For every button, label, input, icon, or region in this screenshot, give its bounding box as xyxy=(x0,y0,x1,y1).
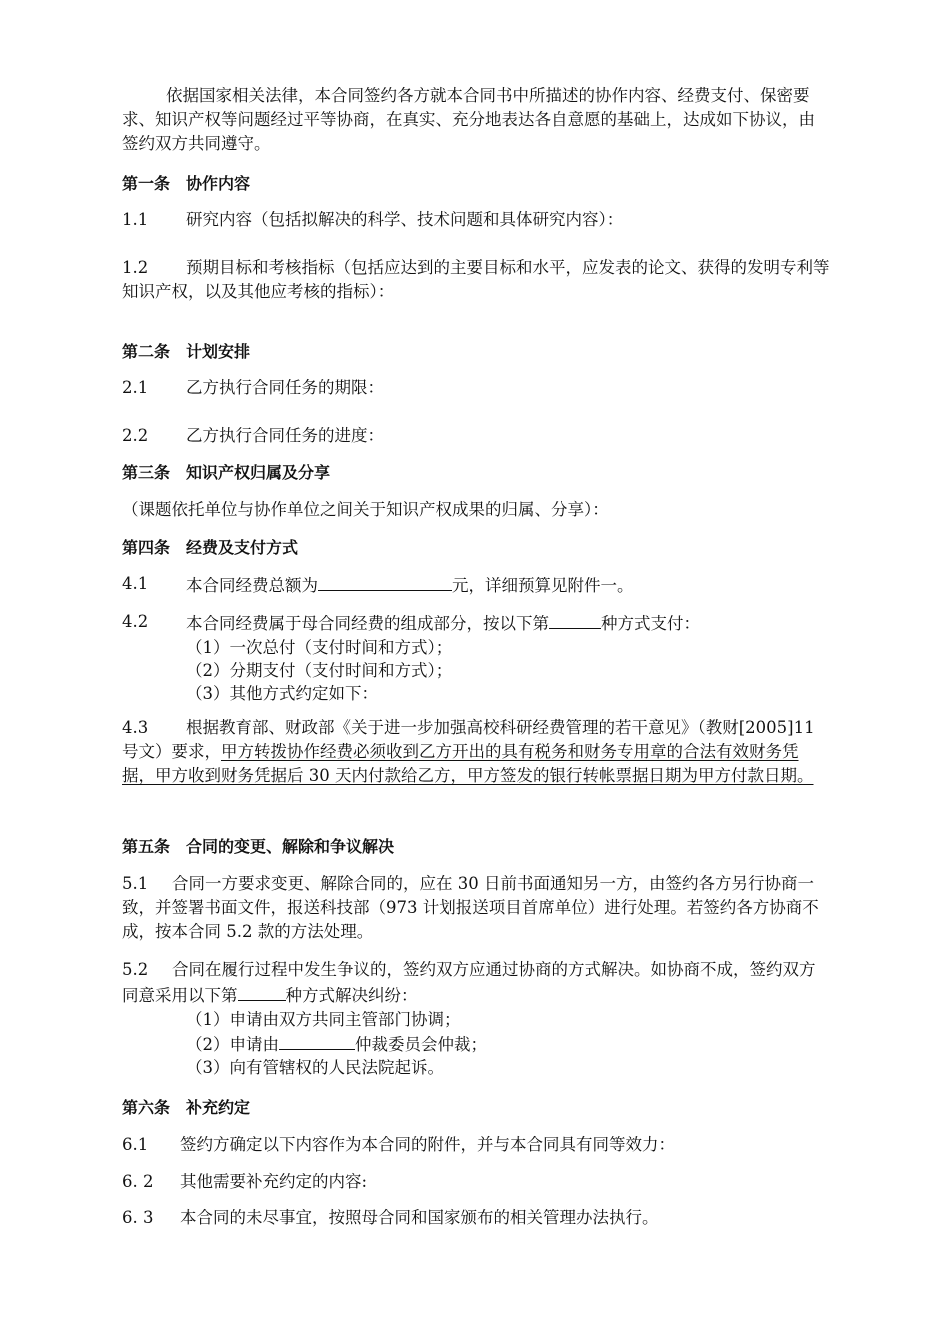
payment-option-2: （2）分期支付（支付时间和方式）； xyxy=(186,661,453,680)
clause-text: 乙方执行合同任务的期限： xyxy=(186,378,384,397)
clause-text xyxy=(186,610,700,636)
clause-body: 合同一方要求变更、解除合同的，应在 30 日前书面通知另一方，由签约各方另行协商一致，并签署书面文件，报送科技部（973 计划报送项目首席单位）进行处理。若签约各方协商不成，按本合同 5.2 款的方法处理。 xyxy=(122,874,819,941)
clause-text-pre: 本合同经费总额为 xyxy=(186,576,318,595)
clause-text-post: 种方式支付： xyxy=(601,614,700,633)
clause-text-plain: 根据教育部、财政部《关于进一步加强高校科研经费管理的若干意见》（教财[2005]11 号文）要求， xyxy=(122,718,815,761)
clause-number: 1.2 xyxy=(122,258,149,277)
clause-text: 乙方执行合同任务的进度： xyxy=(186,426,384,445)
clause-text: 本合同的未尽事宜，按照母合同和国家颁布的相关管理办法执行。 xyxy=(180,1208,659,1227)
clause-text xyxy=(122,256,830,304)
clause-2-1 xyxy=(122,376,830,400)
clause-text-pre: 合同在履行过程中发生争议的，签约双方应通过协商的方式解决。如协商不成，签约双方同意采用以下第 xyxy=(122,960,816,1005)
clause-5-1 xyxy=(122,872,830,944)
clause-number: 4.3 xyxy=(122,718,149,737)
clause-number: 6.1 xyxy=(122,1135,149,1154)
clause-text: 研究内容（包括拟解决的科学、技术问题和具体研究内容）： xyxy=(186,210,624,229)
clause-6-2 xyxy=(122,1170,830,1194)
article-4-heading: 第四条 经费及支付方式 xyxy=(122,538,299,557)
clause-text-underlined: 甲方转拨协作经费必须收到乙方开出的具有税务和财务专用章的合法有效财务凭据，甲方收到财务凭据后 30 天内付款给乙方，甲方签发的银行转帐票据日期为甲方付款日期。 xyxy=(122,742,814,785)
clause-number: 2.2 xyxy=(122,426,149,445)
clause-text: 签约方确定以下内容作为本合同的附件，并与本合同具有同等效力： xyxy=(180,1135,675,1154)
dispute-option-1: （1）申请由双方共同主管部门协调； xyxy=(186,1010,461,1029)
clause-text-post: 种方式解决纠纷： xyxy=(285,986,418,1005)
clause-4-3 xyxy=(122,716,830,788)
clause-6-3 xyxy=(122,1206,830,1230)
clause-number: 4.2 xyxy=(122,612,149,631)
payment-option-3: （3）其他方式约定如下： xyxy=(186,684,378,703)
article-3-note: （课题依托单位与协作单位之间关于知识产权成果的归属、分享）： xyxy=(122,500,609,519)
clause-6-1 xyxy=(122,1133,830,1157)
article-2-heading: 第二条 计划安排 xyxy=(122,342,251,361)
dispute-option-3: （3）向有管辖权的人民法院起诉。 xyxy=(186,1058,444,1077)
total-amount-blank[interactable] xyxy=(318,572,452,591)
clause-text: 其他需要补充约定的内容: xyxy=(180,1172,368,1191)
clause-number: 1.1 xyxy=(122,210,149,229)
clause-4-2-line xyxy=(122,610,830,636)
clause-2-2 xyxy=(122,424,830,448)
clause-1-2 xyxy=(122,256,830,304)
payment-method-blank[interactable] xyxy=(549,610,601,629)
dispute-option-2 xyxy=(122,1031,830,1056)
clause-text xyxy=(122,872,830,944)
arbitration-committee-blank[interactable] xyxy=(279,1031,355,1050)
dispute-method-blank[interactable] xyxy=(238,982,286,1001)
clause-text-post: 元，详细预算见附件一。 xyxy=(452,576,634,595)
clause-number: 5.2 xyxy=(122,960,149,979)
payment-option-1: （1）一次总付（支付时间和方式）； xyxy=(186,638,453,657)
clause-number: 4.1 xyxy=(122,574,149,593)
clause-number: 5.1 xyxy=(122,874,149,893)
intro-paragraph: 依据国家相关法律，本合同签约各方就本合同书中所描述的协作内容、经费支付、保密要求、知识产权等问题经过平等协商，在真实、充分地表达各自意愿的基础上，达成如下协议，由签约双方共同遵守。 xyxy=(122,86,815,153)
clause-text xyxy=(186,572,634,598)
clause-1-1 xyxy=(122,208,830,232)
clause-4-2 xyxy=(122,610,830,705)
clause-text xyxy=(122,958,830,1008)
article-5-heading: 第五条 合同的变更、解除和争议解决 xyxy=(122,837,395,856)
dispute-option-2-post: 仲裁委员会仲裁； xyxy=(355,1035,487,1054)
clause-body: 预期目标和考核指标（包括应达到的主要目标和水平，应发表的论文、获得的发明专利等知识产权，以及其他应考核的指标）： xyxy=(122,258,830,301)
clause-4-1 xyxy=(122,572,830,598)
dispute-option-2-pre: （2）申请由 xyxy=(186,1035,279,1054)
article-3-heading: 第三条 知识产权归属及分享 xyxy=(122,463,331,482)
clause-text xyxy=(122,716,830,788)
article-6-heading: 第六条 补充约定 xyxy=(122,1098,251,1117)
clause-number: 6. 3 xyxy=(122,1208,154,1227)
clause-number: 6. 2 xyxy=(122,1172,154,1191)
article-1-heading: 第一条 协作内容 xyxy=(122,174,251,193)
clause-5-2 xyxy=(122,958,830,1079)
clause-text-pre: 本合同经费属于母合同经费的组成部分，按以下第 xyxy=(186,614,549,633)
clause-number: 2.1 xyxy=(122,378,149,397)
